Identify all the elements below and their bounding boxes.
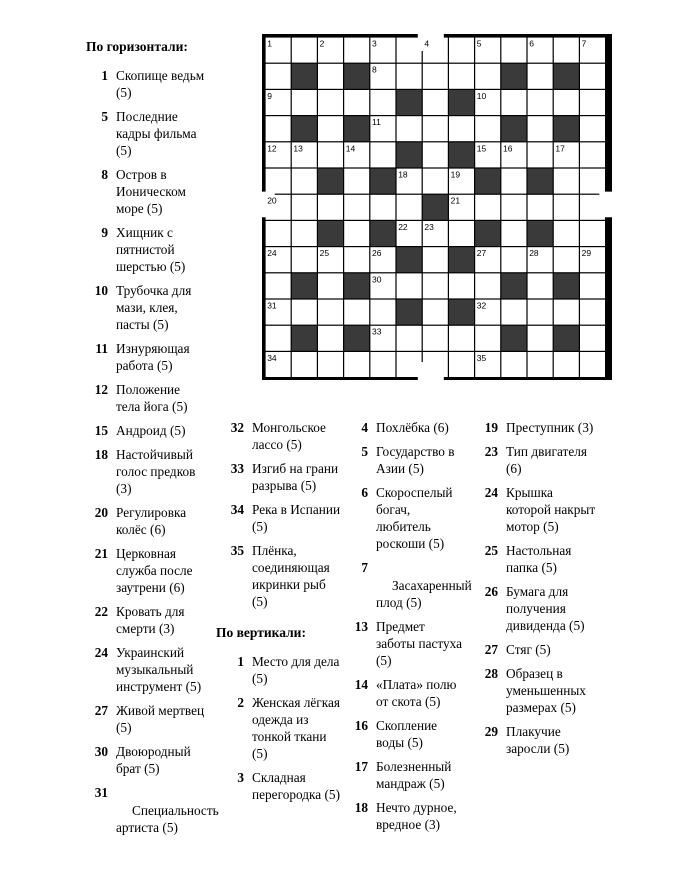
white-cell	[292, 195, 317, 220]
clue-down-25	[476, 542, 600, 576]
cell-number: 28	[529, 248, 539, 259]
white-cell	[292, 38, 317, 63]
black-cell	[501, 273, 526, 298]
white-cell	[528, 300, 553, 325]
clue-down-18	[346, 799, 466, 833]
cell-number: 5	[476, 38, 482, 49]
cell-number: 1	[267, 38, 272, 49]
black-cell	[501, 116, 526, 141]
white-cell	[449, 273, 474, 298]
clue-number: 24	[94, 645, 108, 660]
white-cell	[449, 352, 474, 377]
clue-number: 5	[101, 109, 108, 124]
clue-number: 2	[237, 695, 244, 710]
white-cell	[449, 64, 474, 89]
white-cell	[344, 352, 369, 377]
white-cell	[344, 38, 369, 63]
clue-text: Положение тела йога (5)	[116, 382, 188, 414]
clue-down-27	[476, 641, 600, 658]
clue-text: Женская лёгкая одежда из тонкой ткани (5)	[252, 695, 341, 761]
cell-number: 6	[529, 38, 534, 49]
clue-number: 21	[94, 546, 108, 561]
clue-number: 26	[484, 584, 498, 599]
clue-number: 20	[94, 505, 108, 520]
clue-text: Настольная папка (5)	[506, 543, 572, 575]
cell-number: 2	[319, 38, 325, 49]
black-cell	[344, 64, 369, 89]
white-cell	[554, 221, 579, 246]
clue-number: 25	[484, 543, 498, 558]
clue-down-19	[476, 419, 600, 436]
clue-down-17	[346, 758, 466, 792]
white-cell	[580, 64, 605, 89]
white-cell	[423, 352, 448, 377]
white-cell	[370, 300, 395, 325]
white-cell	[528, 273, 553, 298]
clue-down-6	[346, 484, 466, 552]
white-cell	[292, 221, 317, 246]
black-cell	[292, 64, 317, 89]
clue-down-4	[346, 419, 466, 436]
clue-text: Государство в Азии (5)	[376, 444, 455, 476]
clue-text: Нечто дурное, вредное (3)	[376, 800, 457, 832]
clue-across-22	[86, 603, 206, 637]
white-cell	[344, 300, 369, 325]
white-cell	[449, 38, 474, 63]
clue-text: Бумага для получения дивиденда (5)	[506, 584, 585, 633]
cell-number: 15	[476, 143, 487, 154]
clue-across-15	[86, 422, 206, 439]
black-cell	[501, 326, 526, 351]
clue-down-2	[222, 694, 342, 762]
white-cell	[554, 247, 579, 272]
clue-text: Похлёбка (6)	[376, 420, 449, 435]
cell-number: 18	[398, 169, 408, 180]
clue-text: Образец в уменьшенных размерах (5)	[506, 666, 586, 715]
clue-across-5	[86, 108, 206, 159]
cell-number: 22	[398, 221, 408, 232]
clue-across-12	[86, 381, 206, 415]
white-cell	[580, 273, 605, 298]
white-cell	[266, 221, 291, 246]
white-cell	[554, 300, 579, 325]
white-cell	[475, 326, 500, 351]
white-cell	[528, 326, 553, 351]
cell-number: 32	[476, 300, 487, 311]
clue-down-3	[222, 769, 342, 803]
white-cell	[318, 142, 343, 167]
clue-text: Изнуряющая работа (5)	[116, 341, 190, 373]
white-cell	[449, 326, 474, 351]
clue-number: 27	[484, 642, 498, 657]
white-cell	[370, 352, 395, 377]
white-cell	[397, 273, 422, 298]
cell-number: 35	[476, 352, 487, 363]
white-cell	[266, 64, 291, 89]
cell-number: 3	[372, 38, 377, 49]
white-cell	[397, 116, 422, 141]
clue-number: 1	[237, 654, 244, 669]
white-cell	[501, 38, 526, 63]
clue-down-1	[222, 653, 342, 687]
white-cell	[370, 90, 395, 115]
white-cell	[292, 90, 317, 115]
cell-number: 17	[555, 143, 565, 154]
clue-number: 5	[361, 444, 368, 459]
white-cell	[554, 169, 579, 194]
white-cell	[292, 247, 317, 272]
clue-down-28	[476, 665, 600, 716]
clue-number: 18	[94, 447, 108, 462]
cell-number: 13	[293, 143, 303, 154]
white-cell	[344, 195, 369, 220]
across-column-1	[86, 38, 219, 843]
black-cell	[449, 142, 474, 167]
cell-number: 19	[450, 169, 461, 180]
clue-number: 9	[101, 225, 108, 240]
clue-number: 11	[95, 341, 108, 356]
clue-number: 16	[354, 718, 368, 733]
clue-across-27	[86, 702, 206, 736]
black-cell	[292, 116, 317, 141]
clue-text: Крышка которой накрыт мотор (5)	[506, 485, 596, 534]
white-cell	[501, 90, 526, 115]
clue-text: Скопление воды (5)	[376, 718, 438, 750]
white-cell	[528, 64, 553, 89]
cell-number: 27	[476, 248, 487, 259]
clue-text: Скопище ведьм (5)	[116, 68, 205, 100]
black-cell	[449, 247, 474, 272]
clue-text: Последние кадры фильма (5)	[116, 109, 197, 158]
clue-number: 3	[237, 770, 244, 785]
clue-down-29	[476, 723, 600, 757]
clue-text: Монгольское лассо (5)	[252, 420, 326, 452]
white-cell	[554, 38, 579, 63]
clue-number: 28	[484, 666, 498, 681]
cell-number: 7	[581, 38, 587, 49]
crossword-grid	[262, 34, 612, 380]
white-cell	[423, 247, 448, 272]
clue-text: Трубочка для мази, клея, пасты (5)	[116, 283, 192, 332]
clue-text: Скороспелый богач, любитель роскоши (5)	[376, 485, 453, 551]
white-cell	[423, 142, 448, 167]
white-cell	[423, 64, 448, 89]
mixed-column-2	[216, 419, 342, 810]
white-cell	[318, 90, 343, 115]
white-cell	[423, 300, 448, 325]
black-cell	[344, 326, 369, 351]
white-cell	[370, 195, 395, 220]
clue-number: 4	[361, 420, 368, 435]
clue-down-13	[346, 618, 466, 669]
clue-down-7	[346, 559, 472, 611]
white-cell	[449, 116, 474, 141]
white-cell	[318, 352, 343, 377]
white-cell	[423, 90, 448, 115]
white-cell	[344, 169, 369, 194]
clue-number: 23	[484, 444, 498, 459]
clue-text: Остров в Ионическом море (5)	[116, 167, 186, 216]
cell-number: 4	[424, 38, 430, 49]
white-cell	[370, 142, 395, 167]
white-cell	[501, 169, 526, 194]
clue-text: Специальность артиста (5)	[116, 803, 219, 835]
black-cell	[449, 300, 474, 325]
clue-text: Засахаренный плод (5)	[376, 578, 472, 610]
cell-number: 30	[372, 274, 382, 285]
clue-number: 18	[354, 800, 368, 815]
black-cell	[475, 169, 500, 194]
cell-number: 12	[267, 143, 277, 154]
clue-down-23	[476, 443, 600, 477]
clue-text: «Плата» полю от скота (5)	[376, 677, 457, 709]
white-cell	[580, 221, 605, 246]
clue-number: 27	[94, 703, 108, 718]
black-cell	[397, 300, 422, 325]
clue-down-5	[346, 443, 466, 477]
black-cell	[397, 142, 422, 167]
black-cell	[344, 273, 369, 298]
cell-number: 21	[450, 195, 461, 206]
clue-number: 22	[94, 604, 108, 619]
clue-text: Предмет заботы пастуха (5)	[376, 619, 463, 668]
clue-number: 10	[94, 283, 108, 298]
white-cell	[318, 300, 343, 325]
cell-number: 25	[319, 248, 330, 259]
down-column-3	[346, 419, 472, 840]
black-cell	[397, 247, 422, 272]
white-cell	[580, 300, 605, 325]
cell-number: 31	[267, 300, 277, 311]
clue-across-18	[86, 446, 206, 497]
cell-number: 16	[503, 143, 513, 154]
white-cell	[528, 195, 553, 220]
white-cell	[318, 116, 343, 141]
white-cell	[318, 195, 343, 220]
clue-number: 15	[94, 423, 108, 438]
white-cell	[318, 64, 343, 89]
white-cell	[292, 169, 317, 194]
clue-text: Место для дела (5)	[252, 654, 340, 686]
white-cell	[554, 90, 579, 115]
black-cell	[554, 116, 579, 141]
white-cell	[580, 326, 605, 351]
clue-across-33	[222, 460, 342, 494]
clue-down-16	[346, 717, 466, 751]
clue-number: 7	[361, 560, 368, 575]
clue-text: Река в Испании (5)	[252, 502, 341, 534]
clue-number: 34	[230, 502, 244, 517]
white-cell	[475, 64, 500, 89]
clue-across-32	[222, 419, 342, 453]
white-cell	[580, 195, 605, 220]
white-cell	[554, 352, 579, 377]
white-cell	[266, 169, 291, 194]
white-cell	[266, 273, 291, 298]
clue-text: Преступник (3)	[506, 420, 594, 435]
white-cell	[580, 169, 605, 194]
clue-number: 8	[101, 167, 108, 182]
clue-number: 14	[354, 677, 368, 692]
clue-text: Стяг (5)	[506, 642, 551, 657]
clue-number: 30	[94, 744, 108, 759]
clue-text: Болезненный мандраж (5)	[376, 759, 452, 791]
white-cell	[397, 64, 422, 89]
cell-number: 23	[424, 221, 434, 232]
black-cell	[344, 116, 369, 141]
clue-down-14	[346, 676, 466, 710]
clue-number: 33	[230, 461, 244, 476]
black-cell	[554, 326, 579, 351]
white-cell	[318, 273, 343, 298]
white-cell	[344, 247, 369, 272]
clue-text: Андроид (5)	[116, 423, 186, 438]
clue-number: 6	[361, 485, 368, 500]
white-cell	[292, 352, 317, 377]
clue-number: 29	[484, 724, 498, 739]
white-cell	[423, 326, 448, 351]
clue-text: Живой мертвец (5)	[116, 703, 205, 735]
clue-number: 19	[484, 420, 498, 435]
white-cell	[501, 352, 526, 377]
white-cell	[449, 221, 474, 246]
white-cell	[554, 195, 579, 220]
crossword-grid-svg	[262, 34, 612, 380]
white-cell	[475, 116, 500, 141]
white-cell	[580, 142, 605, 167]
clue-text: Кровать для смерти (3)	[116, 604, 185, 636]
white-cell	[423, 273, 448, 298]
clue-across-11	[86, 340, 206, 374]
black-cell	[370, 169, 395, 194]
cell-number: 8	[372, 64, 377, 75]
black-cell	[423, 195, 448, 220]
white-cell	[528, 142, 553, 167]
white-cell	[501, 300, 526, 325]
white-cell	[266, 116, 291, 141]
clue-across-9	[86, 224, 206, 275]
white-cell	[344, 221, 369, 246]
cell-number: 29	[581, 248, 592, 259]
white-cell	[501, 195, 526, 220]
white-cell	[397, 352, 422, 377]
black-cell	[449, 90, 474, 115]
clue-across-34	[222, 501, 342, 535]
clue-number: 17	[354, 759, 368, 774]
clue-number: 35	[230, 543, 244, 558]
clue-across-10	[86, 282, 206, 333]
clue-number: 1	[101, 68, 108, 83]
cell-number: 20	[267, 195, 277, 206]
white-cell	[475, 195, 500, 220]
clue-across-30	[86, 743, 206, 777]
black-cell	[475, 221, 500, 246]
black-cell	[292, 326, 317, 351]
cell-number: 14	[345, 143, 356, 154]
clue-number: 31	[94, 785, 108, 800]
cell-number: 33	[372, 326, 382, 337]
clue-text: Регулировка колёс (6)	[116, 505, 187, 537]
white-cell	[528, 90, 553, 115]
clue-text: Хищник с пятнистой шерстью (5)	[116, 225, 186, 274]
white-cell	[580, 116, 605, 141]
cell-number: 24	[267, 248, 277, 259]
clue-number: 32	[230, 420, 244, 435]
black-cell	[501, 64, 526, 89]
white-cell	[423, 116, 448, 141]
white-cell	[397, 38, 422, 63]
clue-text: Плакучие заросли (5)	[506, 724, 570, 756]
white-cell	[580, 90, 605, 115]
black-cell	[554, 64, 579, 89]
clue-text: Изгиб на грани разрыва (5)	[252, 461, 339, 493]
down-heading: По вертикали:	[216, 625, 306, 640]
clue-down-24	[476, 484, 600, 535]
cell-number: 11	[372, 117, 381, 128]
clue-number: 12	[94, 382, 108, 397]
white-cell	[397, 326, 422, 351]
cell-number: 34	[267, 352, 277, 363]
cell-number: 9	[267, 90, 272, 101]
clue-across-24	[86, 644, 206, 695]
black-cell	[318, 169, 343, 194]
clue-text: Плёнка, соединяющая икринки рыб (5)	[252, 543, 330, 609]
clue-text: Церковная служба после заутрени (6)	[116, 546, 193, 595]
down-column-4	[476, 419, 600, 764]
clue-text: Складная перегородка (5)	[252, 770, 341, 802]
clue-across-20	[86, 504, 206, 538]
white-cell	[475, 273, 500, 298]
white-cell	[423, 169, 448, 194]
clue-across-8	[86, 166, 206, 217]
cell-number: 10	[476, 90, 487, 101]
black-cell	[292, 273, 317, 298]
white-cell	[580, 352, 605, 377]
white-cell	[397, 195, 422, 220]
black-cell	[554, 273, 579, 298]
white-cell	[501, 247, 526, 272]
clue-across-31	[86, 784, 219, 836]
clue-across-21	[86, 545, 206, 596]
white-cell	[344, 90, 369, 115]
white-cell	[501, 221, 526, 246]
black-cell	[318, 221, 343, 246]
white-cell	[318, 326, 343, 351]
clue-across-1	[86, 67, 206, 101]
white-cell	[292, 300, 317, 325]
clue-down-26	[476, 583, 600, 634]
across-heading: По горизонтали:	[86, 39, 188, 54]
clue-text: Настойчивый голос предков (3)	[116, 447, 196, 496]
clue-text: Украинский музыкальный инструмент (5)	[116, 645, 202, 694]
cell-number: 26	[372, 248, 382, 259]
black-cell	[528, 169, 553, 194]
clue-number: 24	[484, 485, 498, 500]
clue-number: 13	[354, 619, 368, 634]
clue-across-35	[222, 542, 342, 610]
black-cell	[370, 221, 395, 246]
black-cell	[528, 221, 553, 246]
black-cell	[397, 90, 422, 115]
clue-text: Тип двигателя (6)	[506, 444, 587, 476]
clue-text: Двоюродный брат (5)	[116, 744, 191, 776]
white-cell	[266, 326, 291, 351]
white-cell	[528, 352, 553, 377]
white-cell	[528, 116, 553, 141]
